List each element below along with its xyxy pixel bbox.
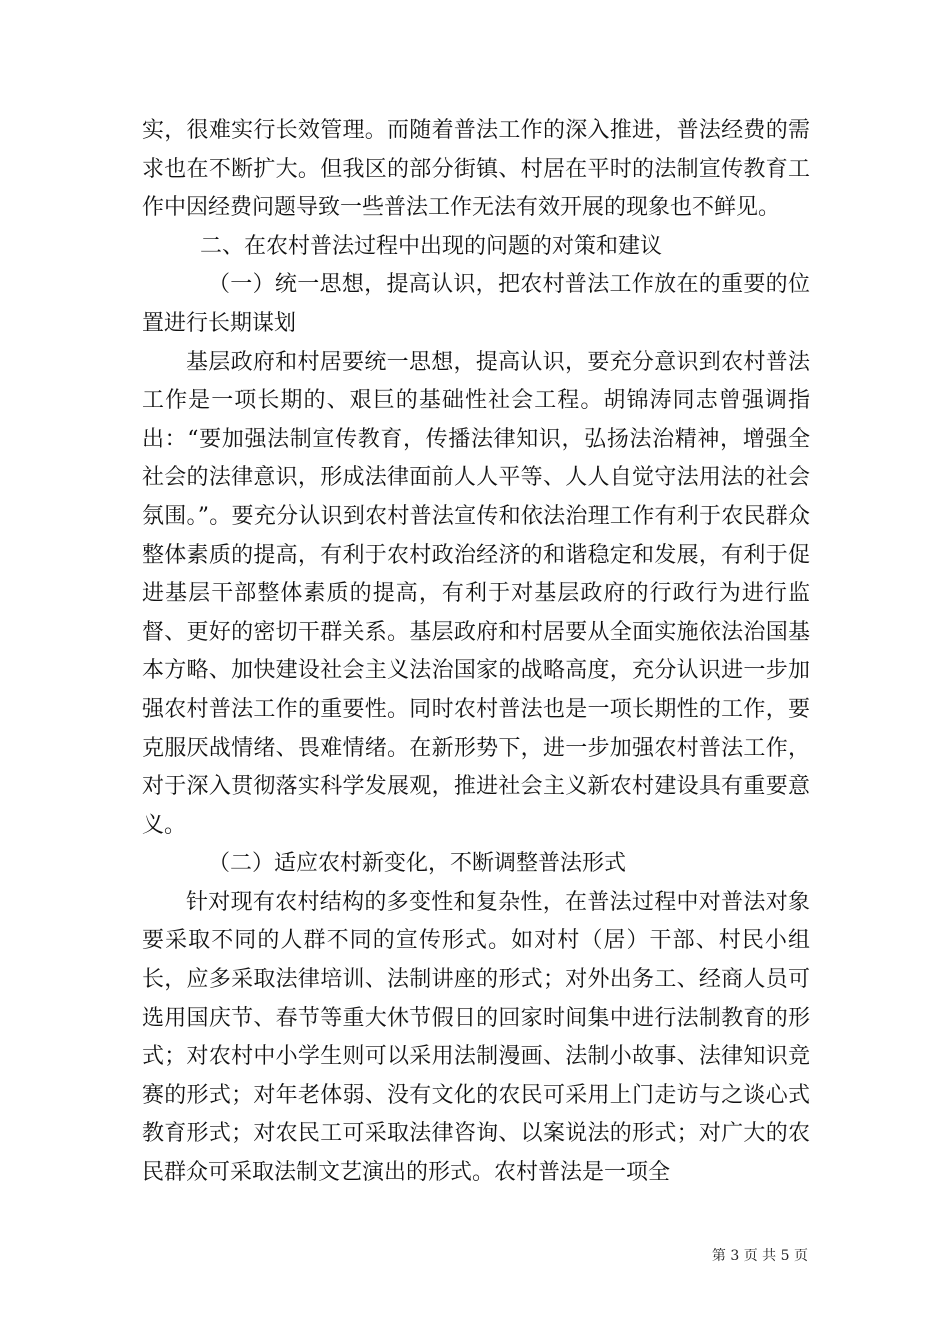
page-number-footer: 第 3 页 共 5 页 [711, 1248, 808, 1264]
section-heading: 二、在农村普法过程中出现的问题的对策和建议 [200, 233, 663, 259]
paragraph-continued: 实，很难实行长效管理。而随着普法工作的深入推进，普法经费的需求也在不断扩大。但我区的部分街镇、村居在平时的法制宣传教育工作中因经费问题导致一些普法工作无法有效开展的现象也不鲜见。 [142, 118, 810, 221]
paragraph-body-1: 基层政府和村居要统一思想，提高认识，要充分意识到农村普法工作是一项长期的、艰巨的基础性社会工程。胡锦涛同志曾强调指出：“要加强法制宣传教育，传播法律知识，弘扬法治精神，增强全社会的法律意识，形成法律面前人人平等、人人自觉守法用法的社会氛围。”。要充分认识到农村普法宣传和依法治理工作有利于农民群众整体素质的提高，有利于农村政治经济的和谐稳定和发展，有利于促进基层干部整体素质的提高，有利于对基层政府的行政行为进行监督、更好的密切干群关系。基层政府和村居要从全面实施依法治国基本方略、加快建设社会主义法治国家的战略高度，充分认识进一步加强农村普法工作的重要性。同时农村普法也是一项长期性的工作，要克服厌战情绪、畏难情绪。在新形势下，进一步加强农村普法工作，对于深入贯彻落实科学发展观，推进社会主义新农村建设具有重要意义。 [142, 349, 810, 838]
subsection-heading-1: （一）统一思想，提高认识，把农村普法工作放在的重要的位置进行长期谋划 [142, 272, 810, 336]
paragraph-body-2: 针对现有农村结构的多变性和复杂性，在普法过程中对普法对象要采取不同的人群不同的宣传形式。如对村（居）干部、村民小组长，应多采取法律培训、法制讲座的形式；对外出务工、经商人员可选用国庆节、春节等重大休节假日的回家时间集中进行法制教育的形式；对农村中小学生则可以采用法制漫画、法制小故事、法律知识竞赛的形式；对年老体弱、没有文化的农民可采用上门走访与之谈心式教育形式；对农民工可采取法律咨询、以案说法的形式；对广大的农民群众可采取法制文艺演出的形式。农村普法是一项全 [142, 889, 810, 1186]
document-body [142, 112, 810, 1193]
subsection-heading-2: （二）适应农村新变化，不断调整普法形式 [208, 851, 627, 877]
